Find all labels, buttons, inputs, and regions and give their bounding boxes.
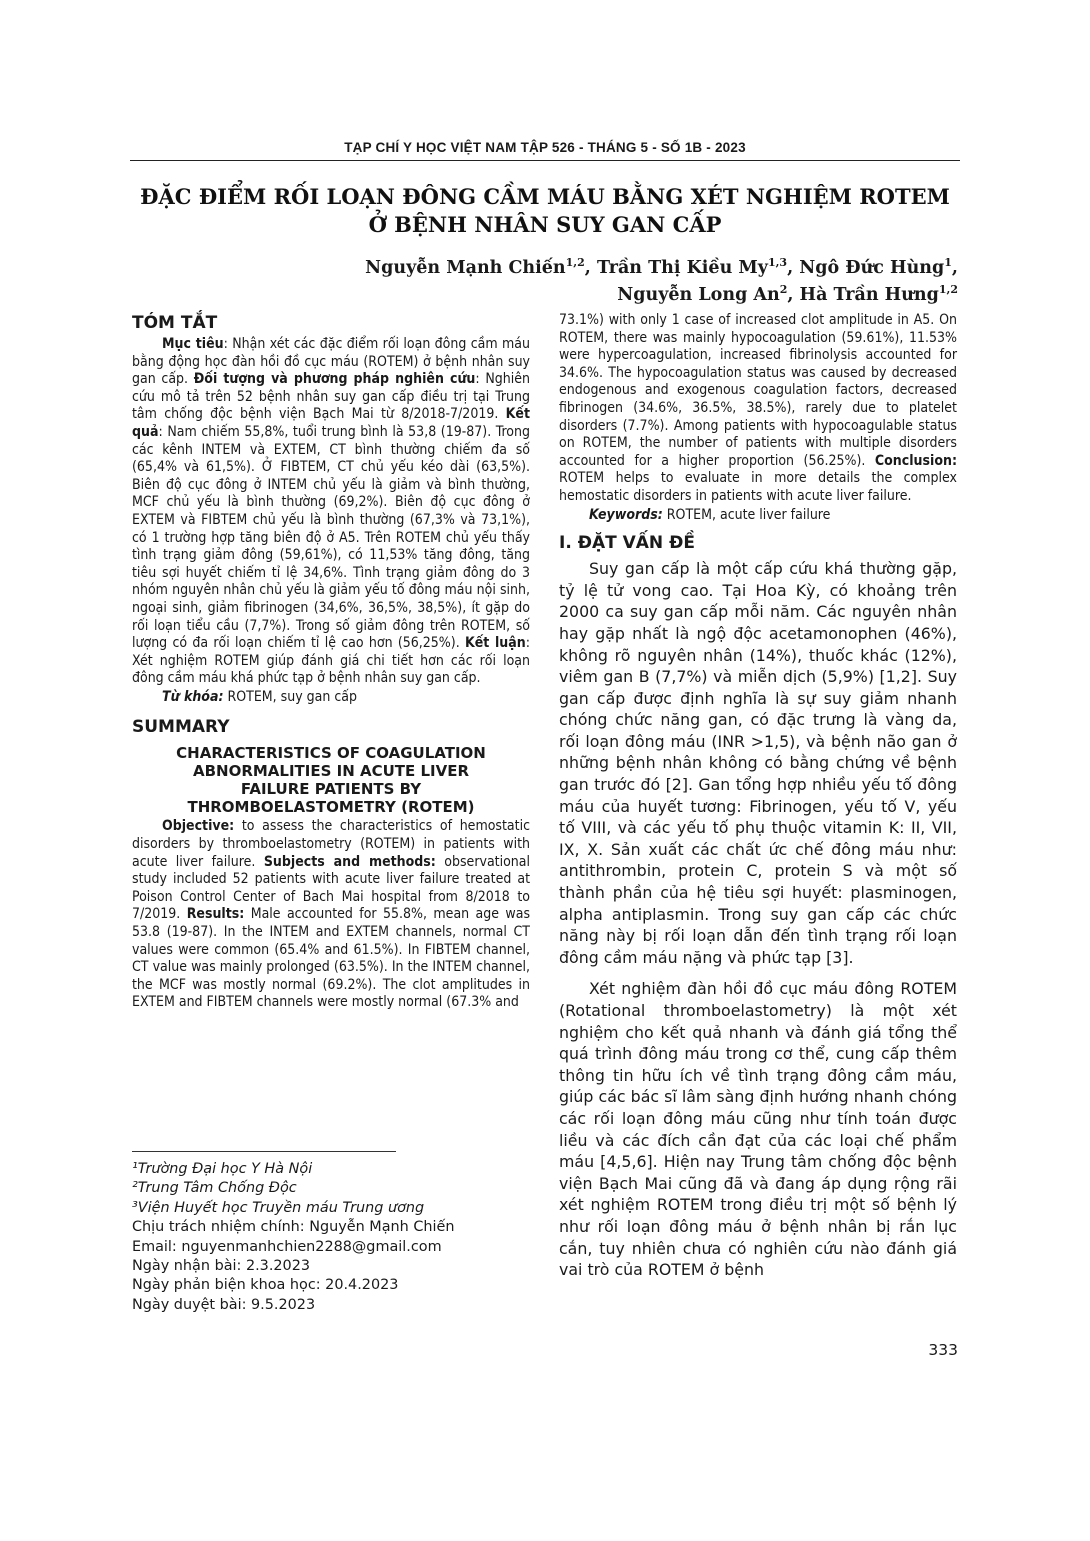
email: Email: nguyenmanhchien2288@gmail.com [132, 1238, 442, 1255]
right-column [559, 312, 957, 1281]
authors-line-2 [360, 282, 958, 309]
author-name: Hà Trần Hưng [799, 285, 939, 305]
author-name: Nguyễn Mạnh Chiến [365, 258, 566, 278]
footnotes [132, 1160, 530, 1315]
results-text: : Nam chiếm 55,8%, tuổi trung bình là 53,8 (19-87). Trong các kênh INTEM và EXTEM, CT bình thường chiếm đa số (65,4% và 61,5%). Ở FIBTEM, CT chủ yếu kéo dài (63,5%). Biên độ cục đông ở INTEM chủ yếu là giảm và bình thường, MCF chủ yếu là bình thường (69,2%). Biên độ cục đông ở EXTEM và FIBTEM chủ yếu là bình thường (67,3% và 73,1%), có 1 trường hợp tăng biên độ ở A5. Trên ROTEM chủ yếu thấy tình trạng giảm đông (59,61%), có 11,53% tăng đông, tăng tiêu sợi huyết chiếm tỉ lệ 34,6%. Tình trạng giảm đông do 3 nhóm nguyên nhân chủ yếu là giảm yếu tố đông máu nội sinh, ngoại sinh, giảm fibrinogen (34,6%, 36,5%, 38,5%), ít gặp do rối loạn tiểu cầu (7,7%). Trong số giảm đông trên ROTEM, số lượng có đa rối loạn chiếm tỉ lệ cao hơn (56,25%). [132, 423, 530, 652]
author-name: Ngô Đức Hùng [799, 258, 945, 278]
conclusion-label: Conclusion: [874, 452, 957, 469]
keywords-label: Keywords: [589, 506, 663, 523]
date-reviewed: Ngày phản biện khoa học: 20.4.2023 [132, 1277, 399, 1294]
abstract-en-body-right [559, 312, 957, 506]
left-column [132, 312, 530, 1012]
results-text: Male accounted for 55.8%, mean age was 53.8 (19-87). In the INTEM and EXTEM channels, normal CT values were common (65.4% and 61.5%). In FIBTEM channel, CT value was mainly prolonged (63.5%). In the INTEM channel, the MCF was mostly normal (69.2%). The clot amplitudes in EXTEM and FIBTEM channels were mostly normal (67.3% and [132, 906, 530, 1011]
footnote-rule [132, 1151, 396, 1152]
objective-label: Mục tiêu [162, 336, 224, 352]
paragraph: Suy gan cấp là một cấp cứu khá thường gặp, tỷ lệ tử vong cao. Tại Hoa Kỳ, có khoảng trên 2000 ca suy gan cấp mỗi năm. Các nguyên nhân hay gặp nhất là ngộ độc acetamonophen (46%), không rõ nguyên nhân (14%), thuốc khác (12%), viêm gan B (7,7%) và miễn dịch (5,9%) [1,2]. Suy gan cấp được định nghĩa là sự suy giảm nhanh chóng chức năng gan, có đặc trưng là vàng da, rối loạn đông máu (INR >1,5), và bệnh não gan ở những bệnh nhân không có bằng chứng về bệnh gan trước đó [2]. Gan tổng hợp nhiều yếu tố đông máu của huyết tương: Fibrinogen, yếu tố V, yếu tố VIII, và các yếu tố phụ thuộc vitamin K: II, VII, IX, X. Sản xuất các chất ức chế đông máu như: antithrombin, protein C, protein S và một số thành phần của hệ tiêu sợi huyết: plasminogen, alpha antiplasmin. Trong suy gan cấp các chức năng này bị rối loạn dẫn đến tình trạng rối loạn đông cầm máu nặng và phức tạp [3]. [559, 559, 957, 967]
authors-line-1 [360, 255, 958, 282]
author-affiliation: 1,2 [565, 256, 585, 270]
corresponding-author: Chịu trách nhiệm chính: Nguyễn Mạnh Chiến [132, 1219, 455, 1236]
objective-text: to assess the characteristics of hemostatic disorders by thromboelastometry (ROTEM) in patients with acute liver failure. [132, 818, 530, 870]
affiliation-2: ²Trung Tâm Chống Độc [132, 1180, 297, 1197]
author-list [360, 255, 958, 309]
keywords-label: Từ khóa: [162, 688, 224, 705]
author-separator: , [584, 258, 597, 278]
objective-text: : Nhận xét các đặc điểm rối loạn đông cầm máu bằng động học đàn hồi đồ cục máu (ROTEM) ở bệnh nhân suy gan cấp. [132, 336, 531, 388]
running-head: TẠP CHÍ Y HỌC VIỆT NAM TẬP 526 - THÁNG 5 - SỐ 1B - 2023 [344, 140, 746, 155]
date-accepted: Ngày duyệt bài: 9.5.2023 [132, 1296, 316, 1313]
paragraph: Xét nghiệm đàn hồi đồ cục máu đông ROTEM (Rotational thromboelastometry) là một xét nghiệm cho kết quả nhanh và đánh giá tổng thể quá trình đông máu trong cơ thể, cung cấp thêm thông tin hữu ích về tình trạng đông cầm máu, giúp các bác sĩ lâm sàng định hướng nhanh chóng các rối loạn đông máu cũng như tính toán được liều và các đích cần đạt của các loại chế phẩm máu [4,5,6]. Hiện nay Trung tâm chống độc bệnh viện Bạch Mai cũng đã và đang áp dụng rộng rãi xét nghiệm ROTEM trong điều trị một số bệnh lý như rối loạn đông máu ở bệnh nhân bị rắn lục cắn, tuy nhiên chưa có nghiên cứu nào đánh giá vai trò của ROTEM ở bệnh [559, 979, 957, 1280]
objective-label: Objective: [162, 818, 235, 835]
abstract-vi-body [132, 336, 530, 688]
article-title [130, 183, 960, 239]
author-affiliation: 2 [779, 283, 788, 297]
methods-text: : Nghiên cứu mô tả trên 52 bệnh nhân suy gan cấp điều trị tại Trung tâm chống độc bệnh viện Bạch Mai từ 8/2018-7/2019. [132, 371, 530, 423]
abstract-en-body-left [132, 818, 530, 1012]
results-label: Results: [186, 906, 245, 923]
header-rule [130, 160, 960, 161]
conclusion-text: : Xét nghiệm ROTEM giúp đánh giá chi tiết hơn các rối loạn đông cầm máu khá phức tạp ở bệnh nhân suy gan cấp. [132, 635, 530, 687]
section-heading: I. ĐẶT VẤN ĐỀ [559, 533, 695, 554]
title-line-1: ĐẶC ĐIỂM RỐI LOẠN ĐÔNG CẦM MÁU BẰNG XÉT NGHIỆM ROTEM [140, 184, 950, 209]
page-number: 333 [928, 1341, 958, 1359]
summary-heading: SUMMARY [132, 717, 230, 738]
affiliation-3: ³Viện Huyết học Truyền máu Trung ương [132, 1199, 425, 1216]
conclusion-label: Kết luận [464, 635, 526, 652]
author-name: Trần Thị Kiều My [596, 258, 768, 278]
methods-text: observational study included 52 patients with acute liver failure treated at Poison Control Center of Bach Mai hospital from 8/2018 to 7/2019. [132, 853, 530, 923]
keywords-text: ROTEM, acute liver failure [662, 506, 831, 523]
results-text-continued: 73.1%) with only 1 case of increased clot amplitude in A5. On ROTEM, there was mainly hypocoagulation (59.61%), 11.53% were hypercoagulation, increased fibrinolysis accounted for 34.6%. The hypocoagulation status was caused by decreased endogenous and exogenous coagulation factors, decreased fibrinogen (34.6%, 36.5%, 38.5%), rarely due to platelet disorders (7.7%). Among patients with hypocoagulable status on ROTEM, the number of patients with multiple disorders accounted for a higher proportion (56.25%). [559, 312, 957, 469]
summary-title: CHARACTERISTICS OF COAGULATION ABNORMALITIES IN ACUTE LIVER FAILURE PATIENTS BY THROMBOELASTOMETRY (ROTEM) [176, 744, 486, 817]
author-name: Nguyễn Long An [617, 285, 780, 305]
author-affiliation: 1 [944, 256, 952, 270]
methods-label: Đối tượng và phương pháp nghiên cứu [193, 371, 476, 388]
abstract-vi-heading: TÓM TẮT [132, 313, 218, 333]
title-line-2: Ở BỆNH NHÂN SUY GAN CẤP [368, 212, 722, 237]
keywords-en [559, 507, 957, 525]
author-separator: , [787, 258, 800, 278]
author-affiliation: 1,2 [938, 283, 958, 297]
author-separator: , [787, 285, 800, 305]
keywords-vi [132, 689, 530, 707]
methods-label: Subjects and methods: [263, 853, 436, 870]
conclusion-text: ROTEM helps to evaluate in more details the complex hemostatic disorders in patients with acute liver failure. [559, 470, 957, 504]
results-label: Kết quả [132, 406, 530, 440]
author-separator: , [951, 258, 958, 278]
affiliation-1: ¹Trường Đại học Y Hà Nội [132, 1161, 313, 1177]
date-received: Ngày nhận bài: 2.3.2023 [132, 1258, 311, 1275]
author-affiliation: 1,3 [767, 256, 788, 270]
keywords-text: ROTEM, suy gan cấp [223, 688, 357, 705]
